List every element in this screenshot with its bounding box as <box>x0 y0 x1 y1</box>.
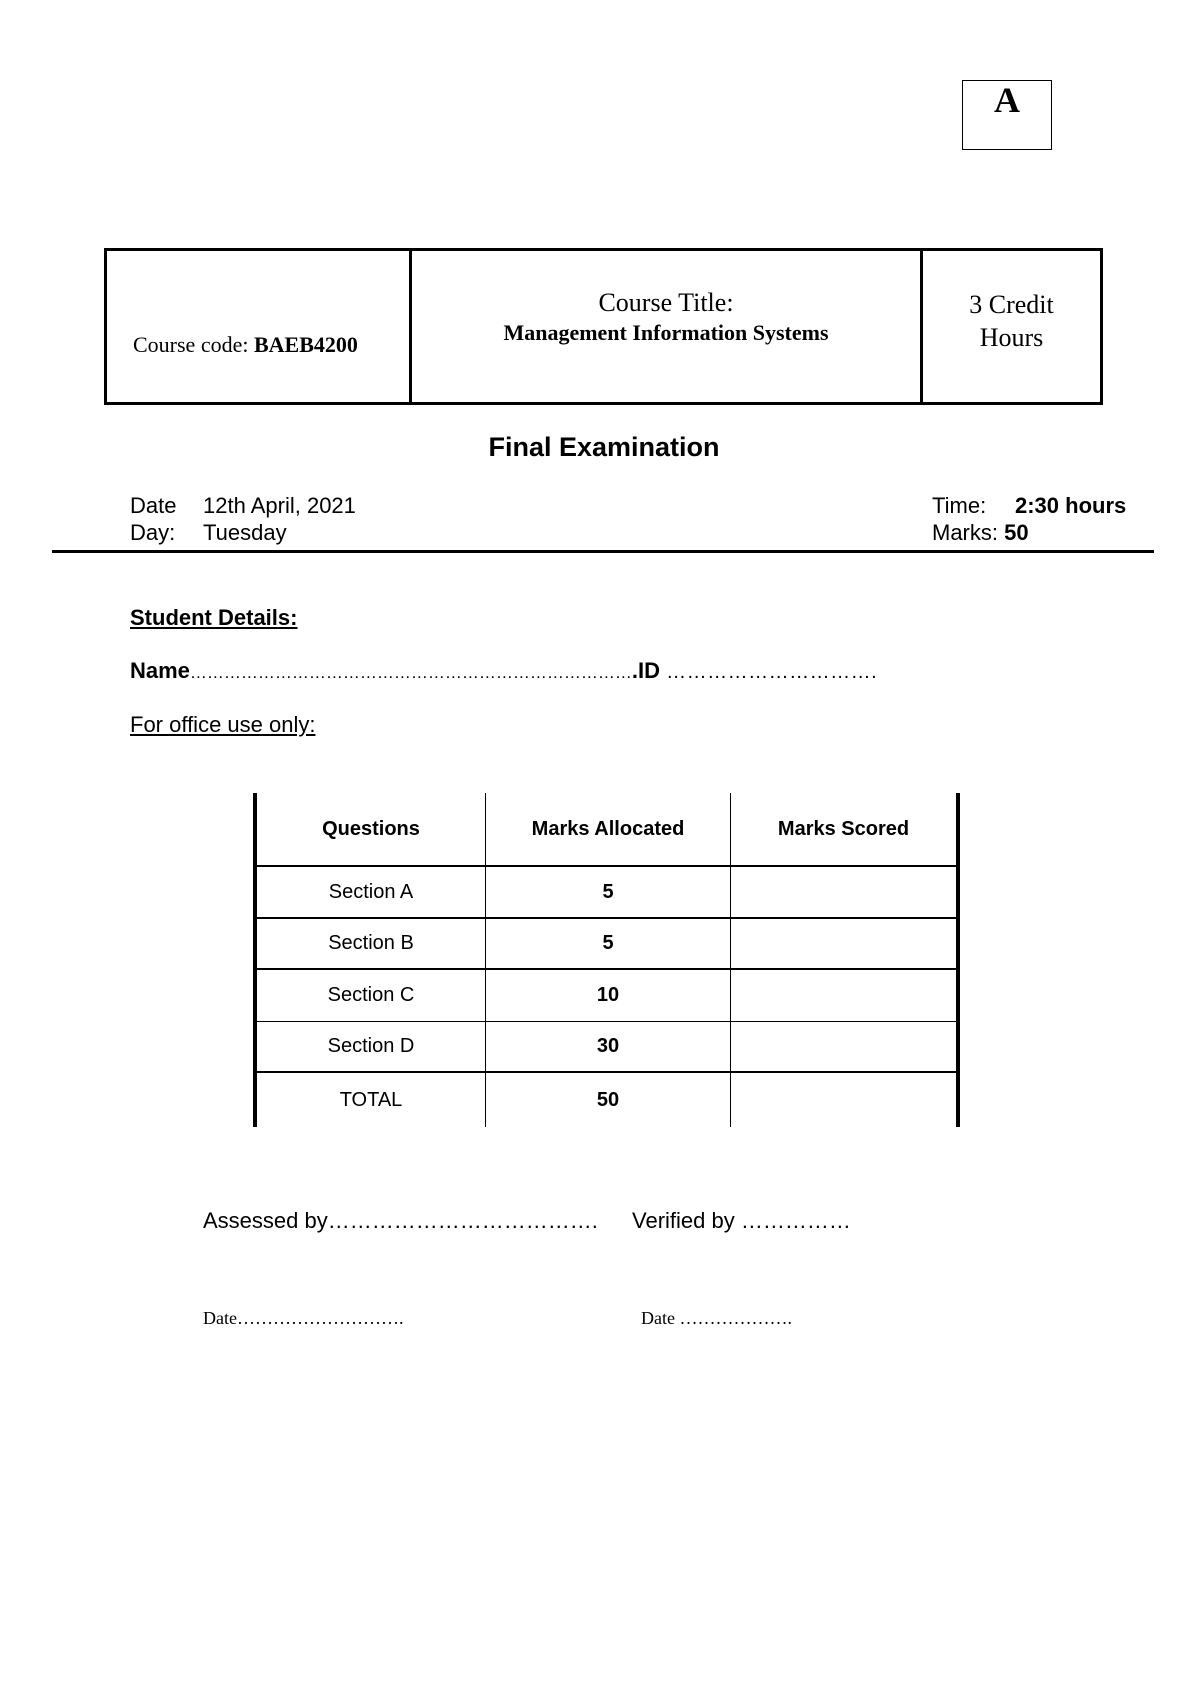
name-label: Name <box>130 658 190 683</box>
question-cell: Section A <box>255 866 486 918</box>
scored-cell[interactable] <box>731 969 959 1022</box>
table-row <box>255 866 958 918</box>
header-marks-scored: Marks Scored <box>731 793 959 866</box>
student-details-heading: Student Details: <box>130 605 298 630</box>
credit-hours: 3 Credit Hours <box>969 290 1054 352</box>
course-header-table <box>104 248 1103 405</box>
marks-info <box>932 520 1029 546</box>
date-label: Date <box>130 493 177 518</box>
course-title-label: Course Title: <box>598 288 734 317</box>
marks-label: Marks: <box>932 520 998 545</box>
question-cell: Section D <box>255 1022 486 1073</box>
allocated-cell: 5 <box>486 866 731 918</box>
table-row <box>255 1072 958 1127</box>
name-id-line <box>130 658 877 684</box>
course-code-value: BAEB4200 <box>253 332 358 357</box>
table-row <box>255 969 958 1022</box>
time-value: 2:30 hours <box>1015 493 1127 518</box>
allocated-cell: 10 <box>486 969 731 1022</box>
marks-table-header <box>255 793 958 866</box>
table-row <box>255 1022 958 1073</box>
id-label: .ID <box>631 658 661 683</box>
verified-by-field[interactable]: Verified by …………… <box>632 1208 851 1233</box>
scored-cell[interactable] <box>731 1072 959 1127</box>
credit-hours-cell <box>923 251 1100 402</box>
header-marks-allocated: Marks Allocated <box>486 793 731 866</box>
marks-value: 50 <box>1004 520 1029 545</box>
question-cell: Section B <box>255 918 486 969</box>
id-field[interactable]: …………………………. <box>666 661 878 683</box>
scored-cell[interactable] <box>731 1022 959 1073</box>
course-code-cell <box>107 251 412 402</box>
marks-table <box>253 793 960 1127</box>
question-cell: TOTAL <box>255 1072 486 1127</box>
assessed-by-field[interactable]: Assessed by………………………………. <box>203 1208 598 1233</box>
table-row <box>255 918 958 969</box>
header-questions: Questions <box>255 793 486 866</box>
scored-cell[interactable] <box>731 866 959 918</box>
allocated-cell: 5 <box>486 918 731 969</box>
paper-version-letter: A <box>994 80 1020 120</box>
allocated-cell: 30 <box>486 1022 731 1073</box>
header-divider <box>52 550 1154 553</box>
course-code <box>133 332 358 358</box>
assessed-date-field[interactable]: Date………………………. <box>203 1308 404 1328</box>
allocated-cell: 50 <box>486 1072 731 1127</box>
question-cell: Section C <box>255 969 486 1022</box>
scored-cell[interactable] <box>731 918 959 969</box>
name-field[interactable]: …………………………………………………………………… <box>189 663 632 682</box>
course-code-label: Course code: <box>133 332 249 357</box>
verified-date-field[interactable]: Date ………………. <box>641 1308 792 1328</box>
paper-version-box <box>962 80 1052 150</box>
office-use-label: For office use only: <box>130 712 316 737</box>
exam-title: Final Examination <box>488 432 720 462</box>
course-title-cell <box>412 251 923 402</box>
day-value: Tuesday <box>203 520 287 545</box>
course-title-value: Management Information Systems <box>503 320 829 345</box>
time-label: Time: <box>932 493 987 518</box>
day-label: Day: <box>130 520 176 545</box>
date-value: 12th April, 2021 <box>203 493 356 518</box>
